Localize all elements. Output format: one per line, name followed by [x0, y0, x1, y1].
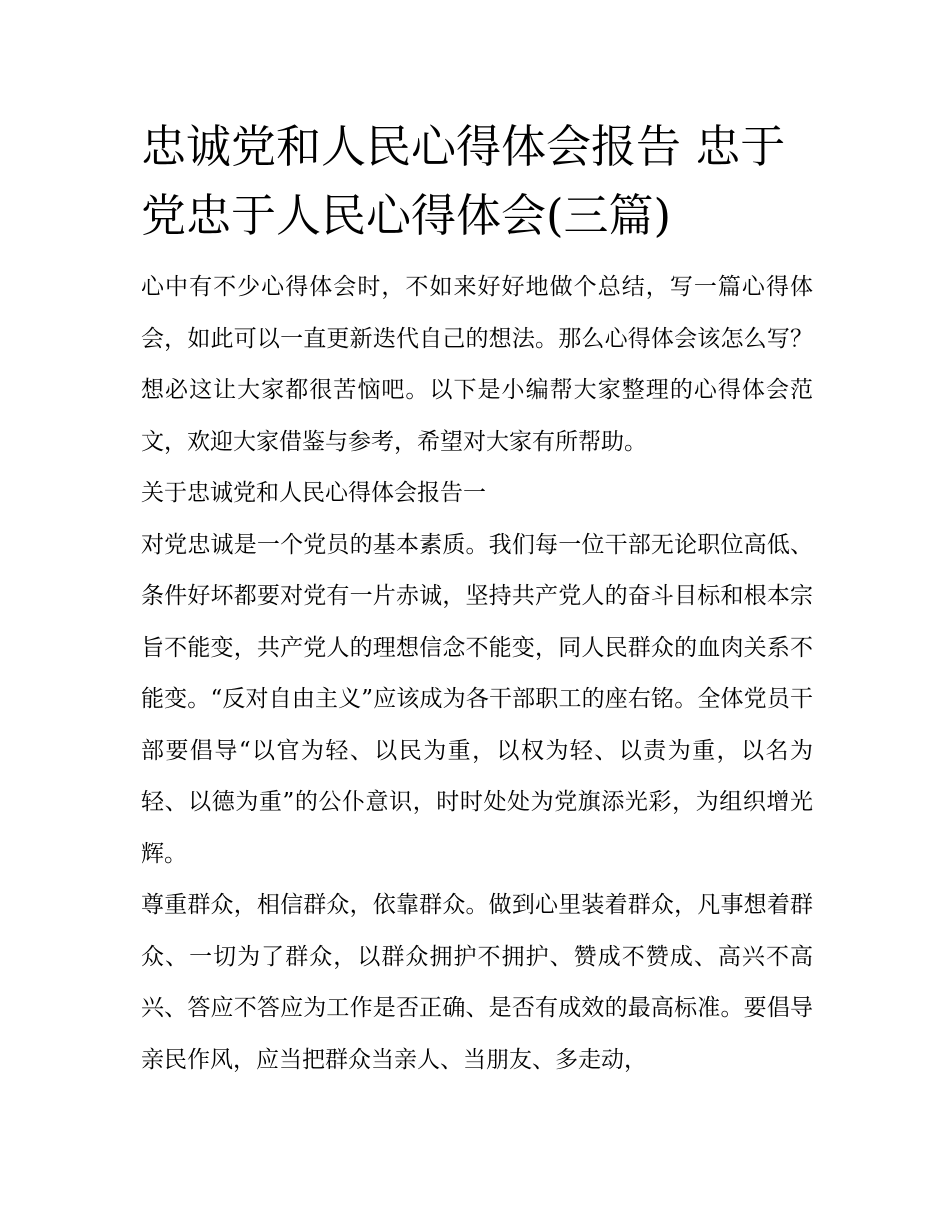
document-page — [141, 112, 813, 1086]
intro-paragraph: 心中有不少心得体会时，不如来好好地做个总结，写一篇心得体会，如此可以一直更新迭代自己的想法。那么心得体会该怎么写？想必这让大家都很苦恼吧。以下是小编帮大家整理的心得体会范文，欢迎大家借鉴与参考，希望对大家有所帮助。 — [141, 274, 813, 455]
body-paragraph: 对党忠诚是一个党员的基本素质。我们每一位干部无论职位高低、条件好坏都要对党有一片赤诚，坚持共产党人的奋斗目标和根本宗旨不能变，共产党人的理想信念不能变，同人民群众的血肉关系不能变。“反对自由主义”应该成为各干部职工的座右铭。全体党员干部要倡导“以官为轻、以民为重，以权为轻、以责为重，以名为轻、以德为重”的公仆意识，时时处处为党旗添光彩，为组织增光辉。 — [141, 531, 813, 867]
section-heading: 关于忠诚党和人民心得体会报告一 — [141, 480, 486, 506]
document-title: 忠诚党和人民心得体会报告 忠于党忠于人民心得体会(三篇) — [141, 120, 786, 242]
body-paragraph: 尊重群众，相信群众，依靠群众。做到心里装着群众，凡事想着群众、一切为了群众，以群众拥护不拥护、赞成不赞成、高兴不高兴、答应不答应为工作是否正确、是否有成效的最高标准。要倡导亲民作风，应当把群众当亲人、当朋友、多走动， — [141, 892, 813, 1073]
document-body — [141, 262, 813, 1086]
